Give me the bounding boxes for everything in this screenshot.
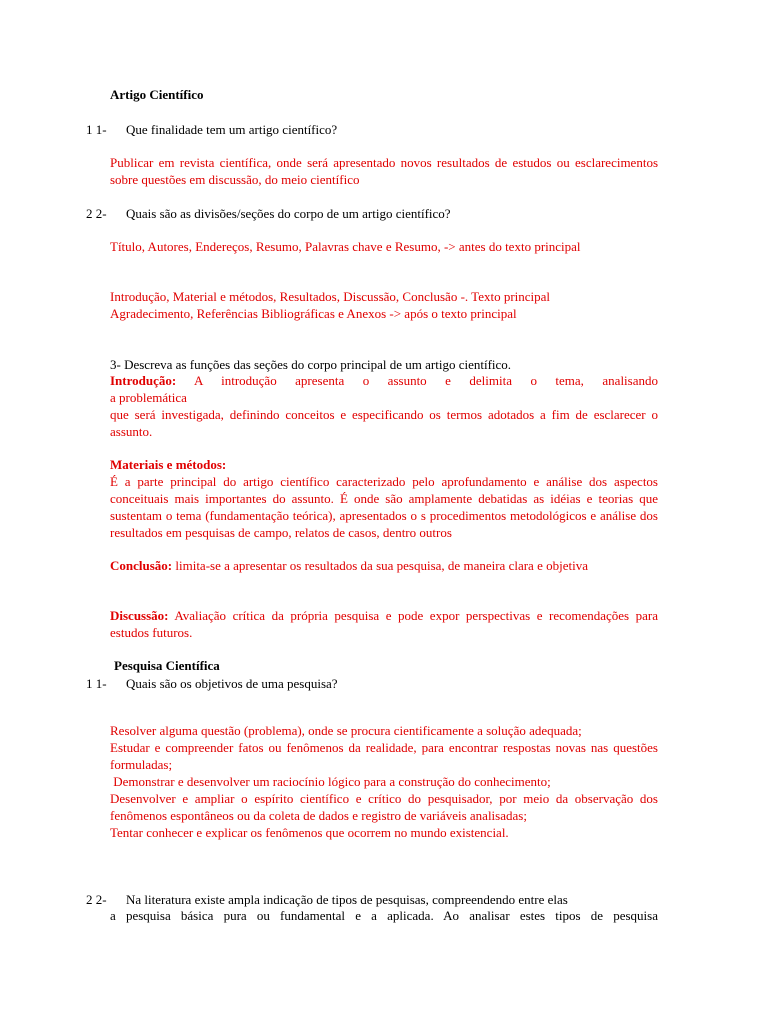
intro-line2: a problemática <box>110 390 187 405</box>
question-text: Que finalidade tem um artigo científico? <box>126 122 338 137</box>
answer-2b-line1: Introdução, Material e métodos, Resultados, Discussão, Conclusão -. Texto principal <box>110 289 551 304</box>
question-number: 2 2- <box>86 892 107 907</box>
materiais-label: Materiais e métodos: <box>110 457 227 472</box>
question-s2-1 <box>86 675 658 692</box>
answer-2b <box>110 288 658 322</box>
intro-rest: que será investigada, definindo conceitos e especificando os termos adotados a fim de esclarecer o assunto. <box>110 407 658 439</box>
question-s2-2-line2: a pesquisa básica pura ou fundamental e a aplicada. Ao analisar estes tipos de pesquisa <box>110 908 658 923</box>
answer-s2-1 <box>110 722 658 841</box>
answer-1: Publicar em revista científica, onde será apresentado novos resultados de estudos ou esclarecimentos sobre questões em discussão, do meio científico <box>110 155 658 187</box>
objective-5: Tentar conhecer e explicar os fenômenos que ocorrem no mundo existencial. <box>110 825 509 840</box>
conclusao-text: limita-se a apresentar os resultados da sua pesquisa, de maneira clara e objetiva <box>172 558 588 573</box>
objective-1: Resolver alguma questão (problema), onde se procura cientificamente a solução adequada; <box>110 723 582 738</box>
materiais-text: É a parte principal do artigo científico caracterizado pelo aprofundamento e análise dos aspectos conceituais mais importantes do assunto. É onde são amplamente debatidas as idéias e teorias que sustentam o tema (fundamentação teórica), apresentados o s procedimentos metodológicos e análise dos resultados em pesquisas de campo, relatos de casos, dentro outros <box>110 474 658 540</box>
question-2 <box>86 205 658 222</box>
intro-text-1: A introdução apresenta o assunto e delimita o tema, analisando <box>176 373 658 388</box>
answer-materiais <box>110 456 658 541</box>
discussao-label: Discussão: <box>110 608 169 623</box>
question-text: Quais são as divisões/seções do corpo de um artigo científico? <box>126 206 451 221</box>
discussao-text: Avaliação crítica da própria pesquisa e pode expor perspectivas e recomendações para estudos futuros. <box>110 608 658 640</box>
answer-conclusao <box>110 557 658 574</box>
question-text-line1: Na literatura existe ampla indicação de tipos de pesquisas, compreendendo entre elas <box>126 892 568 907</box>
intro-line1 <box>110 372 658 389</box>
question-3: 3- Descreva as funções das seções do corpo principal de um artigo científico. <box>110 357 512 372</box>
answer-2a: Título, Autores, Endereços, Resumo, Palavras chave e Resumo, -> antes do texto principal <box>110 239 581 254</box>
question-number: 2 2- <box>86 206 107 221</box>
conclusao-label: Conclusão: <box>110 558 173 573</box>
section-title-artigo: Artigo Científico <box>110 87 204 102</box>
section-title-pesquisa: Pesquisa Científica <box>114 658 220 673</box>
answer-2b-line2: Agradecimento, Referências Bibliográficas e Anexos -> após o texto principal <box>110 306 517 321</box>
answer-intro <box>110 372 658 440</box>
objective-3: Demonstrar e desenvolver um raciocínio lógico para a construção do conhecimento; <box>110 774 551 789</box>
objective-4: Desenvolver e ampliar o espírito científico e crítico do pesquisador, por meio da observação dos fenômenos espontâneos ou da coleta de dados e registro de variáveis analisadas; <box>110 791 658 823</box>
question-number: 1 1- <box>86 122 107 137</box>
question-1 <box>86 121 658 138</box>
question-s2-2 <box>86 891 658 908</box>
intro-label: Introdução: <box>110 373 177 388</box>
question-text: Quais são os objetivos de uma pesquisa? <box>126 676 338 691</box>
question-number: 1 1- <box>86 676 107 691</box>
objective-2: Estudar e compreender fatos ou fenômenos da realidade, para encontrar respostas novas nas questões formuladas; <box>110 740 658 772</box>
answer-discussao <box>110 607 658 641</box>
